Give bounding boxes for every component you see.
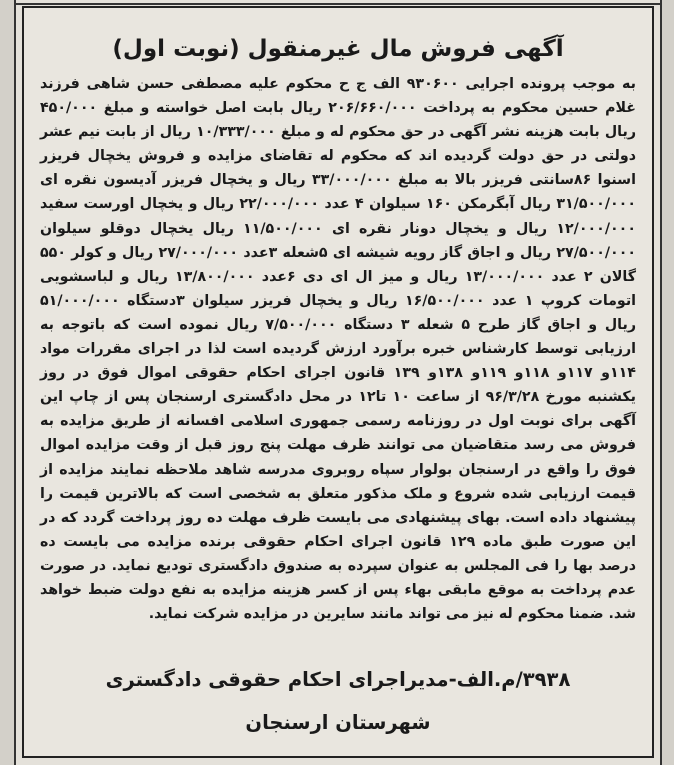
adjacent-column-left <box>0 0 16 765</box>
top-border <box>14 0 662 5</box>
adjacent-column-right <box>660 0 674 765</box>
signature-line-2: شهرستان ارسنجان <box>245 711 431 734</box>
signature-line-1: ۳۹۳۸/م.الف-مدیراجرای احکام حقوقی دادگستری <box>105 668 571 691</box>
notice-title: آگهی فروش مال غیرمنقول (نوبت اول) <box>112 36 564 62</box>
notice-box <box>22 6 654 758</box>
notice-body: به موجب پرونده اجرایی ۹۳۰۶۰۰ الف ج ح محکوم علیه مصطفی حسن شاهی فرزند غلام حسین محکوم به پرداخت ۲۰۶/۶۶۰/۰۰۰ ریال بابت اصل خواسته و مبلغ ۴۵۰/۰۰۰ ریال بابت هزینه نشر آگهی در حق محکوم له و مبلغ ۱۰/۳۳۳/۰۰۰ ریال از بابت نیم عشر دولتی در حق دولت گردیده اند که محکوم له تقاضای مزایده و فروش یخچال فریزر اسنوا ۸۶سانتی فریزر بالا به مبلغ ۳۳/۰۰۰/۰۰۰ ریال و یخچال فریزر آدیسون نقره ای ۳۱/۵۰۰/۰۰۰ ریال آبگرمکن ۱۶۰ سیلوان ۴ عدد ۲۲/۰۰۰/۰۰۰ ریال و یخچال اورست سفید ۱۲/۰۰۰/۰۰۰ ریال و یخچال دونار نقره ای ۱۱/۵۰۰/۰۰۰ ریال یخچال دوقلو سیلوان ۲۷/۵۰۰/۰۰۰ ریال و اجاق گاز رویه شیشه ای ۵شعله ۳عدد ۲۷/۰۰۰/۰۰۰ ریال و کولر ۵۵۰ گالان ۲ عدد ۱۳/۰۰۰/۰۰۰ ریال و میز ال ای دی ۶عدد ۱۳/۸۰۰/۰۰۰ ریال و لباسشویی اتومات کروپ ۱ عدد ۱۶/۵۰۰/۰۰۰ ریال و یخچال فریزر سیلوان ۳دستگاه ۵۱/۰۰۰/۰۰۰ ریال و اجاق گاز طرح ۵ شعله ۳ دستگاه ۷/۵۰۰/۰۰۰ ریال نموده است که باتوجه به ارزیابی توسط کارشناس خبره برآورد ارزش گردیده است لذا در اجرای مقررات مواد ۱۱۴و ۱۱۷و ۱۱۸و ۱۱۹و ۱۳۸و ۱۳۹ قانون اجرای احکام حقوقی اموال فوق در روز یکشنبه مورخ ۹۶/۳/۲۸ از ساعت ۱۰ تا۱۲ در محل دادگستری ارسنجان پس از چاپ این آگهی برای نوبت اول در روزنامه رسمی جمهوری اسلامی افسانه از طریق مزایده به فروش می رسد متقاضیان می توانند ظرف مهلت پنج روز قبل از وقت مزایده اموال فوق را واقع در ارسنجان بولوار سپاه روبروی مدرسه شاهد ملاحظه نمایند مزایده از قیمت ارزیابی شده شروع و ملک مذکور متعلق به شخصی است که بالاترین قیمت را پیشنهاد داده است. بهای پیشنهادی می بایست ظرف مهلت ده روز پرداخت گردد که در این صورت طبق ماده ۱۲۹ قانون اجرای احکام حقوقی برنده مزایده می بایست ده درصد بها را فی المجلس به عنوان سپرده به صندوق دادگستری تودیع نماید. در صورت عدم پرداخت به موقع مابقی بهاء پس از کسر هزینه مزایده به نفع دولت ضبط خواهد شد. ضمنا محکوم له نیز می تواند مانند سایرین در مزایده شرکت نماید. <box>40 76 637 623</box>
